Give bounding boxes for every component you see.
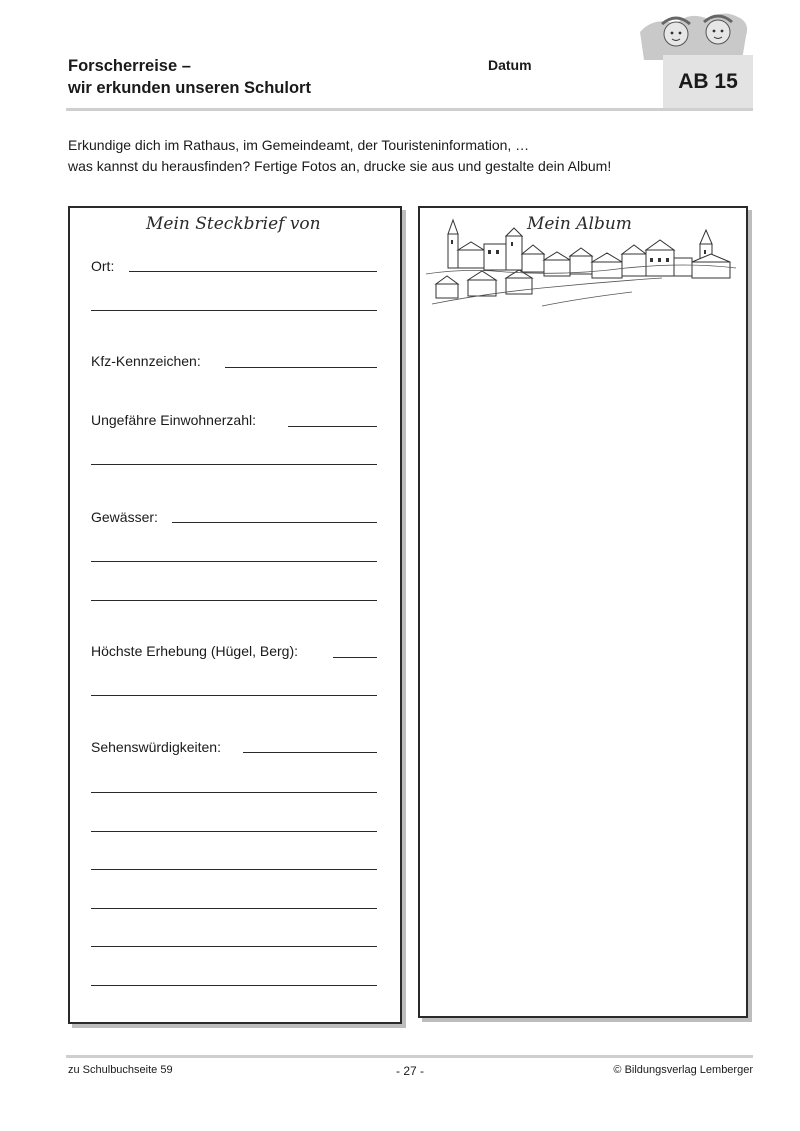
footer-copyright: © Bildungsverlag Lemberger [613,1064,753,1076]
field-gewaesser[interactable] [172,522,377,523]
field-ort-line-2[interactable] [91,310,377,311]
label-sehenswuerdigkeiten: Sehenswürdigkeiten: [91,739,221,755]
sheet-id: AB 15 [678,70,738,93]
field-sehenswuerdigkeiten-line-4[interactable] [91,869,377,870]
title-line-2: wir erkunden unseren Schulort [68,79,311,97]
field-sehenswuerdigkeiten-line-2[interactable] [91,792,377,793]
profile-panel [68,206,402,1024]
field-einwohner[interactable] [288,426,377,427]
instructions-line-1: Erkundige dich im Rathaus, im Gemeindeamt, der Touristeninformation, … [68,137,530,153]
field-gewaesser-line-3[interactable] [91,600,377,601]
label-kfz: Kfz-Kennzeichen: [91,353,201,369]
field-sehenswuerdigkeiten-line-7[interactable] [91,985,377,986]
worksheet-title [68,55,311,99]
date-label: Datum [488,57,532,73]
instructions-line-2: was kannst du herausfinden? Fertige Fotos an, drucke sie aus und gestalte dein Album! [68,158,612,174]
field-kfz[interactable] [225,367,377,368]
field-erhebung-line-2[interactable] [91,695,377,696]
label-erhebung: Höchste Erhebung (Hügel, Berg): [91,643,298,659]
field-ort[interactable] [129,271,377,272]
instructions [68,135,611,177]
children-illustration [632,10,758,60]
footer-textbook-ref: zu Schulbuchseite 59 [68,1064,173,1076]
label-einwohner: Ungefähre Einwohnerzahl: [91,412,256,428]
field-einwohner-line-2[interactable] [91,464,377,465]
title-line-1: Forscherreise – [68,57,191,75]
footer-divider [66,1055,753,1058]
field-gewaesser-line-2[interactable] [91,561,377,562]
label-gewaesser: Gewässer: [91,509,158,525]
profile-heading: Mein Steckbrief von [146,214,321,234]
page-number: - 27 - [395,1064,424,1078]
field-sehenswuerdigkeiten-line-5[interactable] [91,908,377,909]
label-ort: Ort: [91,258,115,274]
town-skyline-illustration [422,210,740,314]
field-erhebung[interactable] [333,657,377,658]
field-sehenswuerdigkeiten-line-3[interactable] [91,831,377,832]
album-heading: Mein Album [527,214,632,234]
header-divider [66,108,753,111]
field-sehenswuerdigkeiten-line-6[interactable] [91,946,377,947]
album-panel[interactable] [418,206,748,1018]
field-sehenswuerdigkeiten[interactable] [243,752,377,753]
